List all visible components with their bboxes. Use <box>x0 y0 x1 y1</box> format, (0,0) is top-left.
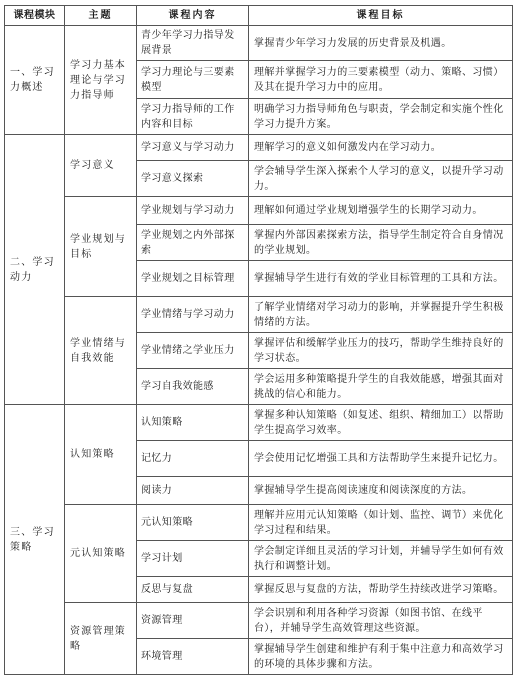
content-cell: 元认知策略 <box>137 505 249 541</box>
goal-cell: 掌握辅导学生创建和维护有利于集中注意力和高效学习的环境的具体步骤和方法。 <box>249 639 513 675</box>
content-cell: 记忆力 <box>137 441 249 477</box>
topic-cell: 元认知策略 <box>65 505 137 603</box>
table-header-row <box>5 6 513 26</box>
content-cell: 学业规划与学习动力 <box>137 197 249 225</box>
content-cell: 学习自我效能感 <box>137 369 249 405</box>
goal-cell: 学会识别和利用各种学习资源（如图书馆、在线平台），并辅导学生高效管理这些资源。 <box>249 603 513 639</box>
goal-cell: 了解学业情绪对学习动力的影响，并掌握提升学生积极情绪的方法。 <box>249 297 513 333</box>
goal-cell: 明确学习力指导师角色与职责，学会制定和实施个性化学习力提升方案。 <box>249 99 513 135</box>
goal-cell: 理解并掌握学习力的三要素模型（动力、策略、习惯）及其在提升学习力中的应用。 <box>249 61 513 99</box>
goal-cell: 学会运用多种策略提升学生的自我效能感，增强其面对挑战的信心和能力。 <box>249 369 513 405</box>
content-cell: 反思与复盘 <box>137 577 249 603</box>
table-row <box>5 603 513 639</box>
topic-cell: 学业情绪与自我效能 <box>65 297 137 405</box>
topic-cell: 资源管理策略 <box>65 603 137 675</box>
header-module: 课程模块 <box>5 6 65 26</box>
content-cell: 青少年学习力指导发展背景 <box>137 26 249 61</box>
goal-cell: 理解学习的意义如何激发内在学习动力。 <box>249 135 513 161</box>
content-cell: 学习计划 <box>137 541 249 577</box>
content-cell: 资源管理 <box>137 603 249 639</box>
topic-cell: 学习意义 <box>65 135 137 197</box>
topic-cell: 学业规划与目标 <box>65 197 137 297</box>
header-content: 课程内容 <box>137 6 249 26</box>
goal-cell: 学会辅导学生深入探索个人学习的意义，以提升学习动力。 <box>249 161 513 197</box>
module-cell: 一、学习力概述 <box>5 26 65 135</box>
content-cell: 学业情绪之学业压力 <box>137 333 249 369</box>
goal-cell: 掌握反思与复盘的方法，帮助学生持续改进学习策略。 <box>249 577 513 603</box>
content-cell: 环境管理 <box>137 639 249 675</box>
content-cell: 学习力理论与三要素模型 <box>137 61 249 99</box>
table-row <box>5 135 513 161</box>
content-cell: 学业规划之目标管理 <box>137 261 249 297</box>
table-row <box>5 297 513 333</box>
table-row <box>5 26 513 61</box>
module-cell: 三、学习策略 <box>5 405 65 675</box>
goal-cell: 学会使用记忆增强工具和方法帮助学生来提升记忆力。 <box>249 441 513 477</box>
table-row <box>5 197 513 225</box>
content-cell: 阅读力 <box>137 477 249 505</box>
content-cell: 学业规划之内外部探索 <box>137 225 249 261</box>
goal-cell: 学会制定详细且灵活的学习计划，并辅导学生如何有效执行和调整计划。 <box>249 541 513 577</box>
goal-cell: 理解并应用元认知策略（如计划、监控、调节）来优化学习过程和结果。 <box>249 505 513 541</box>
content-cell: 学习力指导师的工作内容和目标 <box>137 99 249 135</box>
topic-cell: 认知策略 <box>65 405 137 505</box>
content-cell: 学习意义探索 <box>137 161 249 197</box>
goal-cell: 掌握辅导学生进行有效的学业目标管理的工具和方法。 <box>249 261 513 297</box>
course-table <box>4 5 513 675</box>
table-row <box>5 505 513 541</box>
header-goal: 课程目标 <box>249 6 513 26</box>
module-cell: 二、学习动力 <box>5 135 65 405</box>
content-cell: 学业情绪与学习动力 <box>137 297 249 333</box>
topic-cell: 学习力基本理论与学习力指导师 <box>65 26 137 135</box>
document-page <box>4 5 512 675</box>
goal-cell: 掌握辅导学生提高阅读速度和阅读深度的方法。 <box>249 477 513 505</box>
goal-cell: 掌握多种认知策略（如复述、组织、精细加工）以帮助学生提高学习效率。 <box>249 405 513 441</box>
goal-cell: 掌握评估和缓解学业压力的技巧，帮助学生维持良好的学习状态。 <box>249 333 513 369</box>
header-topic: 主题 <box>65 6 137 26</box>
goal-cell: 掌握内外部因素探索方法，指导学生制定符合自身情况的学业规划。 <box>249 225 513 261</box>
goal-cell: 理解如何通过学业规划增强学生的长期学习动力。 <box>249 197 513 225</box>
content-cell: 学习意义与学习动力 <box>137 135 249 161</box>
table-row <box>5 405 513 441</box>
content-cell: 认知策略 <box>137 405 249 441</box>
goal-cell: 掌握青少年学习力发展的历史背景及机遇。 <box>249 26 513 61</box>
